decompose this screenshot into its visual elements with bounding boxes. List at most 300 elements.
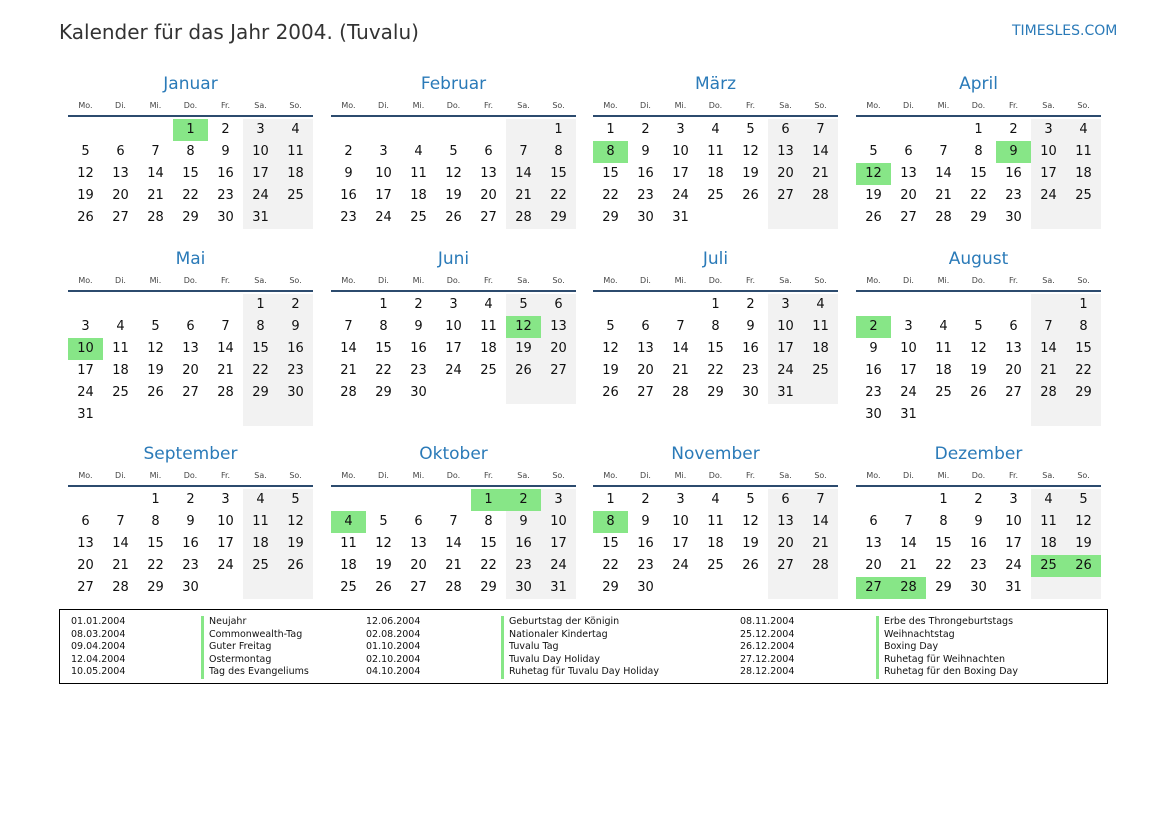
day-cell: 4 [331, 511, 366, 533]
day-cell: 19 [602, 363, 619, 378]
day-cell: 19 [445, 188, 462, 203]
day-cell: 6 [414, 514, 423, 529]
day-cell: 6 [186, 319, 195, 334]
day-cell: 16 [217, 166, 234, 181]
empty-cell [471, 119, 506, 141]
weekday-label: So. [1077, 276, 1090, 285]
week-row [856, 185, 1101, 207]
day-cell: 20 [480, 188, 497, 203]
day-cell: 8 [974, 144, 983, 159]
day-cell: 23 [637, 188, 654, 203]
weekday-header [331, 468, 576, 484]
empty-cell [68, 119, 103, 141]
day-cell: 3 [768, 294, 803, 316]
empty-cell [138, 294, 173, 316]
day-cell: 12 [278, 511, 313, 533]
empty-cell [1031, 294, 1066, 316]
empty-cell [401, 119, 436, 141]
day-cell: 12 [742, 144, 759, 159]
day-cell: 25 [935, 385, 952, 400]
day-cell: 30 [1005, 210, 1022, 225]
day-cell: 5 [606, 319, 615, 334]
day-cell: 24 [672, 558, 689, 573]
day-cell: 22 [147, 558, 164, 573]
weekday-label: Do. [971, 471, 986, 480]
day-cell: 11 [803, 316, 838, 338]
day-cell: 31 [243, 207, 278, 229]
day-cell: 25 [1031, 555, 1066, 577]
month-2 [331, 73, 576, 229]
day-cell: 1 [606, 492, 615, 507]
week-row [331, 185, 576, 207]
day-cell: 14 [672, 341, 689, 356]
day-cell: 12 [602, 341, 619, 356]
day-cell: 2 [278, 294, 313, 316]
holiday-name: Boxing Day [876, 641, 938, 654]
weekday-label: Fr. [745, 471, 756, 480]
weekday-label: Mi. [412, 276, 425, 285]
day-cell: 11 [278, 141, 313, 163]
month-name: Juni [437, 249, 470, 269]
day-cell: 22 [1066, 360, 1101, 382]
weekday-label: Fr. [1008, 471, 1019, 480]
day-cell: 29 [707, 385, 724, 400]
empty-cell [1066, 404, 1101, 426]
day-cell: 2 [221, 122, 230, 137]
weekday-label: So. [289, 276, 302, 285]
day-cell: 18 [112, 363, 129, 378]
day-cell: 30 [637, 580, 654, 595]
day-cell: 19 [375, 558, 392, 573]
month-name: Mai [175, 249, 206, 269]
day-cell: 27 [541, 360, 576, 382]
weekday-label: Mi. [674, 276, 687, 285]
day-cell: 5 [1066, 489, 1101, 511]
day-cell: 18 [278, 163, 313, 185]
day-cell: 19 [970, 363, 987, 378]
holiday-name: Ostermontag [201, 654, 271, 667]
day-cell: 19 [742, 166, 759, 181]
week-row [593, 555, 838, 577]
weekday-label: So. [289, 101, 302, 110]
empty-cell [208, 404, 243, 426]
day-cell: 12 [1066, 511, 1101, 533]
day-cell: 15 [182, 166, 199, 181]
weekday-label: So. [289, 471, 302, 480]
day-cell: 25 [410, 210, 427, 225]
day-cell: 2 [641, 122, 650, 137]
weekday-header [68, 273, 313, 289]
day-cell: 18 [1031, 533, 1066, 555]
day-cell: 5 [449, 144, 458, 159]
day-cell: 4 [803, 294, 838, 316]
day-cell: 9 [641, 144, 650, 159]
holiday-date: 12.04.2004 [71, 653, 126, 665]
day-cell: 5 [278, 489, 313, 511]
week-row [68, 511, 313, 533]
empty-cell [138, 404, 173, 426]
week-row [856, 577, 1101, 599]
day-cell: 26 [77, 210, 94, 225]
day-cell: 5 [151, 319, 160, 334]
day-cell: 7 [803, 489, 838, 511]
holiday-name: Erbe des Throngeburtstags [876, 616, 1013, 629]
week-row [68, 404, 313, 426]
empty-cell [331, 489, 366, 511]
day-cell: 10 [1031, 141, 1066, 163]
month-name: September [143, 444, 238, 464]
week-row [68, 577, 313, 599]
weekday-label: Di. [640, 276, 651, 285]
weekday-label: Sa. [1042, 101, 1055, 110]
holiday-date: 25.12.2004 [740, 628, 795, 640]
empty-cell [733, 577, 768, 599]
day-cell: 13 [1005, 341, 1022, 356]
day-cell: 25 [803, 360, 838, 382]
empty-cell [768, 207, 803, 229]
holiday-name: Neujahr [201, 616, 246, 629]
weekday-label: Mo. [603, 276, 618, 285]
empty-cell [331, 119, 366, 141]
empty-cell [68, 489, 103, 511]
day-cell: 8 [243, 316, 278, 338]
day-cell: 8 [379, 319, 388, 334]
header-rule [593, 115, 838, 117]
weekday-label: So. [814, 471, 827, 480]
holiday-name: Ruhetag für Tuvalu Day Holiday [501, 666, 659, 679]
day-cell: 3 [676, 122, 685, 137]
day-cell: 10 [445, 319, 462, 334]
weekday-label: Do. [971, 101, 986, 110]
holiday-column [740, 616, 1100, 679]
day-cell: 9 [996, 141, 1031, 163]
header-rule [856, 485, 1101, 487]
weekday-label: Mo. [866, 101, 881, 110]
week-row [856, 207, 1101, 229]
day-cell: 13 [541, 316, 576, 338]
week-row [593, 360, 838, 382]
day-cell: 14 [506, 163, 541, 185]
day-cell: 17 [1031, 163, 1066, 185]
day-cell: 18 [935, 363, 952, 378]
day-cell: 10 [375, 166, 392, 181]
day-cell: 30 [637, 210, 654, 225]
day-cell: 29 [147, 580, 164, 595]
day-cell: 19 [506, 338, 541, 360]
day-cell: 10 [243, 141, 278, 163]
day-cell: 15 [147, 536, 164, 551]
day-cell: 29 [480, 580, 497, 595]
day-cell: 4 [116, 319, 125, 334]
holiday-name: Ruhetag für Weihnachten [876, 654, 1005, 667]
header-rule [856, 115, 1101, 117]
day-cell: 4 [278, 119, 313, 141]
day-cell: 17 [375, 188, 392, 203]
day-cell: 23 [865, 385, 882, 400]
month-name: Juli [702, 249, 729, 269]
day-cell: 22 [541, 185, 576, 207]
weekday-label: Sa. [1042, 276, 1055, 285]
day-cell: 1 [173, 119, 208, 141]
day-cell: 8 [541, 141, 576, 163]
day-cell: 24 [243, 185, 278, 207]
week-row [593, 207, 838, 229]
day-cell: 21 [672, 363, 689, 378]
weekday-label: So. [1077, 471, 1090, 480]
day-cell: 3 [1031, 119, 1066, 141]
day-cell: 2 [506, 489, 541, 511]
day-cell: 10 [672, 514, 689, 529]
day-cell: 7 [676, 319, 685, 334]
weekday-label: Fr. [220, 101, 231, 110]
day-cell: 26 [278, 555, 313, 577]
holiday-entry [740, 641, 1100, 654]
site-link[interactable]: TIMESLES.COM [1012, 23, 1118, 39]
day-cell: 21 [803, 163, 838, 185]
empty-cell [436, 489, 471, 511]
week-row [856, 316, 1101, 338]
day-cell: 7 [939, 144, 948, 159]
day-cell: 16 [970, 536, 987, 551]
day-cell: 6 [641, 319, 650, 334]
weekday-label: So. [552, 276, 565, 285]
day-cell: 14 [445, 536, 462, 551]
day-cell: 27 [1005, 385, 1022, 400]
day-cell: 8 [484, 514, 493, 529]
day-cell: 13 [480, 166, 497, 181]
day-cell: 6 [768, 489, 803, 511]
day-cell: 2 [1009, 122, 1018, 137]
weekday-label: Mo. [78, 276, 93, 285]
day-cell: 3 [904, 319, 913, 334]
day-cell: 19 [77, 188, 94, 203]
day-cell: 20 [865, 558, 882, 573]
day-cell: 16 [340, 188, 357, 203]
day-cell: 25 [707, 558, 724, 573]
holiday-entry [366, 666, 726, 679]
day-cell: 23 [970, 558, 987, 573]
empty-cell [1066, 577, 1101, 599]
week-row [68, 382, 313, 404]
day-cell: 17 [768, 338, 803, 360]
day-cell: 31 [768, 382, 803, 404]
weekday-label: Sa. [254, 101, 267, 110]
day-cell: 6 [768, 119, 803, 141]
week-row [856, 338, 1101, 360]
empty-cell [103, 404, 138, 426]
day-cell: 24 [541, 555, 576, 577]
weekday-label: Mi. [674, 471, 687, 480]
day-cell: 27 [637, 385, 654, 400]
day-cell: 10 [900, 341, 917, 356]
week-row [331, 489, 576, 511]
empty-cell [331, 294, 366, 316]
day-cell: 15 [243, 338, 278, 360]
day-cell: 20 [112, 188, 129, 203]
week-row [68, 316, 313, 338]
day-cell: 6 [1009, 319, 1018, 334]
day-cell: 15 [541, 163, 576, 185]
holiday-list [59, 609, 1108, 684]
day-cell: 19 [278, 533, 313, 555]
holiday-name: Ruhetag für den Boxing Day [876, 666, 1018, 679]
weekday-label: Di. [115, 276, 126, 285]
holiday-entry [740, 654, 1100, 667]
holiday-date: 26.12.2004 [740, 641, 795, 652]
day-cell: 27 [112, 210, 129, 225]
holiday-entry [740, 616, 1100, 629]
day-cell: 16 [637, 536, 654, 551]
day-cell: 13 [900, 166, 917, 181]
holiday-date: 08.11.2004 [740, 616, 795, 627]
day-cell: 18 [707, 536, 724, 551]
day-cell: 3 [1009, 492, 1018, 507]
month-12 [856, 443, 1101, 599]
day-cell: 16 [637, 166, 654, 181]
empty-cell [506, 382, 541, 404]
day-cell: 14 [1031, 338, 1066, 360]
day-cell: 18 [480, 341, 497, 356]
day-cell: 17 [672, 166, 689, 181]
day-cell: 16 [742, 341, 759, 356]
week-row [856, 404, 1101, 426]
day-cell: 15 [935, 536, 952, 551]
day-cell: 4 [1031, 489, 1066, 511]
header-rule [68, 485, 313, 487]
day-cell: 26 [970, 385, 987, 400]
weekday-label: Mi. [149, 471, 162, 480]
day-cell: 28 [672, 385, 689, 400]
holiday-date: 08.03.2004 [71, 628, 126, 640]
day-cell: 16 [278, 338, 313, 360]
day-cell: 1 [541, 119, 576, 141]
empty-cell [173, 294, 208, 316]
holiday-name: Nationaler Kindertag [501, 629, 608, 642]
empty-cell [138, 119, 173, 141]
week-row [593, 316, 838, 338]
weekday-label: So. [552, 471, 565, 480]
day-cell: 29 [602, 210, 619, 225]
day-cell: 15 [480, 536, 497, 551]
empty-cell [768, 577, 803, 599]
day-cell: 1 [379, 297, 388, 312]
day-cell: 25 [243, 555, 278, 577]
week-row [856, 119, 1101, 141]
day-cell: 9 [221, 144, 230, 159]
weekday-label: So. [814, 276, 827, 285]
header-rule [68, 290, 313, 292]
day-cell: 2 [186, 492, 195, 507]
weekday-label: Sa. [254, 276, 267, 285]
week-row [68, 163, 313, 185]
month-name: Januar [163, 74, 218, 94]
day-cell: 20 [410, 558, 427, 573]
day-cell: 3 [221, 492, 230, 507]
day-cell: 21 [112, 558, 129, 573]
day-cell: 22 [602, 558, 619, 573]
week-row [331, 555, 576, 577]
day-cell: 27 [410, 580, 427, 595]
weekday-label: Di. [378, 471, 389, 480]
empty-cell [436, 119, 471, 141]
day-cell: 20 [900, 188, 917, 203]
day-cell: 26 [602, 385, 619, 400]
weekday-label: Do. [708, 276, 723, 285]
empty-cell [208, 577, 243, 599]
empty-cell [961, 404, 996, 426]
day-cell: 31 [1005, 580, 1022, 595]
day-cell: 23 [410, 363, 427, 378]
day-cell: 11 [935, 341, 952, 356]
empty-cell [663, 294, 698, 316]
day-cell: 7 [221, 319, 230, 334]
week-row [68, 185, 313, 207]
day-cell: 20 [768, 533, 803, 555]
day-cell: 21 [803, 533, 838, 555]
weekday-label: Do. [183, 101, 198, 110]
day-cell: 14 [935, 166, 952, 181]
holiday-name: Guter Freitag [201, 641, 271, 654]
month-6 [331, 248, 576, 404]
week-row [856, 489, 1101, 511]
holiday-entry [366, 641, 726, 654]
holiday-name: Tuvalu Day Holiday [501, 654, 600, 667]
day-cell: 12 [77, 166, 94, 181]
empty-cell [278, 577, 313, 599]
day-cell: 26 [742, 188, 759, 203]
day-cell: 2 [746, 297, 755, 312]
day-cell: 30 [506, 577, 541, 599]
day-cell: 18 [243, 533, 278, 555]
day-cell: 20 [637, 363, 654, 378]
empty-cell [856, 294, 891, 316]
day-cell: 2 [974, 492, 983, 507]
weekday-label: Mo. [78, 471, 93, 480]
weekday-label: Fr. [220, 276, 231, 285]
weekday-label: Sa. [779, 471, 792, 480]
day-cell: 21 [506, 185, 541, 207]
day-cell: 17 [900, 363, 917, 378]
day-cell: 9 [641, 514, 650, 529]
weekday-label: Mo. [341, 101, 356, 110]
holiday-name: Commonwealth-Tag [201, 629, 302, 642]
day-cell: 12 [742, 514, 759, 529]
day-cell: 30 [970, 580, 987, 595]
weekday-header [593, 468, 838, 484]
day-cell: 22 [935, 558, 952, 573]
header-rule [331, 115, 576, 117]
weekday-label: Di. [378, 101, 389, 110]
day-cell: 23 [506, 555, 541, 577]
day-cell: 8 [1066, 316, 1101, 338]
weekday-header [68, 98, 313, 114]
weekday-label: Sa. [1042, 471, 1055, 480]
day-cell: 6 [116, 144, 125, 159]
day-cell: 28 [217, 385, 234, 400]
weekday-label: Di. [115, 101, 126, 110]
day-cell: 24 [1005, 558, 1022, 573]
empty-cell [278, 404, 313, 426]
day-cell: 10 [768, 316, 803, 338]
day-cell: 11 [243, 511, 278, 533]
weekday-label: So. [552, 101, 565, 110]
day-cell: 1 [471, 489, 506, 511]
day-cell: 1 [711, 297, 720, 312]
weekday-label: Do. [446, 101, 461, 110]
day-cell: 8 [151, 514, 160, 529]
day-cell: 24 [217, 558, 234, 573]
empty-cell [733, 207, 768, 229]
